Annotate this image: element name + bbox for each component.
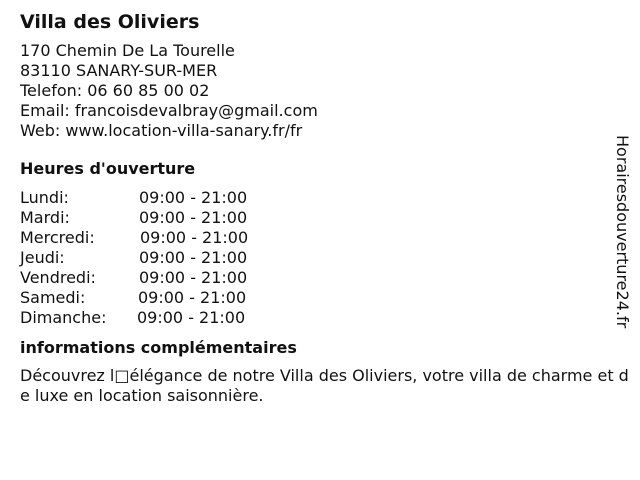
hours-time: 09:00 - 21:00	[139, 248, 248, 267]
hours-time: 09:00 - 21:00	[139, 268, 248, 287]
hours-day: Vendredi:	[20, 268, 96, 287]
hours-time: 09:00 - 21:00	[138, 288, 247, 307]
hours-row-friday	[20, 268, 635, 288]
hours-day: Lundi:	[20, 188, 69, 207]
hours-time: 09:00 - 21:00	[139, 208, 248, 227]
site-watermark: Horairesdouverture24.fr	[613, 135, 632, 329]
hours-day: Mardi:	[20, 208, 70, 227]
description-text: Découvrez l□élégance de notre Villa des Oliviers, votre villa de charme et de luxe en location saisonnière.	[20, 366, 629, 405]
hours-time: 09:00 - 21:00	[139, 188, 248, 207]
business-card	[20, 9, 635, 406]
phone-line: Telefon: 06 60 85 00 02	[20, 81, 210, 100]
hours-row-thursday	[20, 248, 635, 268]
address-street: 170 Chemin De La Tourelle	[20, 41, 235, 60]
email-line: Email: francoisdevalbray@gmail.com	[20, 101, 318, 120]
web-line: Web: www.location-villa-sanary.fr/fr	[20, 121, 303, 140]
hours-day: Mercredi:	[20, 228, 95, 247]
hours-day: Jeudi:	[20, 248, 65, 267]
hours-time: 09:00 - 21:00	[140, 228, 249, 247]
hours-table	[20, 188, 635, 328]
business-name: Villa des Oliviers	[20, 11, 200, 33]
hours-time: 09:00 - 21:00	[137, 308, 246, 327]
hours-day: Dimanche:	[20, 308, 107, 327]
hours-row-tuesday	[20, 208, 635, 228]
hours-row-saturday	[20, 288, 635, 308]
hours-heading: Heures d'ouverture	[20, 159, 196, 178]
hours-row-monday	[20, 188, 635, 208]
address-city: 83110 SANARY-SUR-MER	[20, 61, 218, 80]
hours-row-wednesday	[20, 228, 635, 248]
extra-info-heading: informations complémentaires	[20, 338, 297, 357]
hours-row-sunday	[20, 308, 635, 328]
hours-day: Samedi:	[20, 288, 86, 307]
